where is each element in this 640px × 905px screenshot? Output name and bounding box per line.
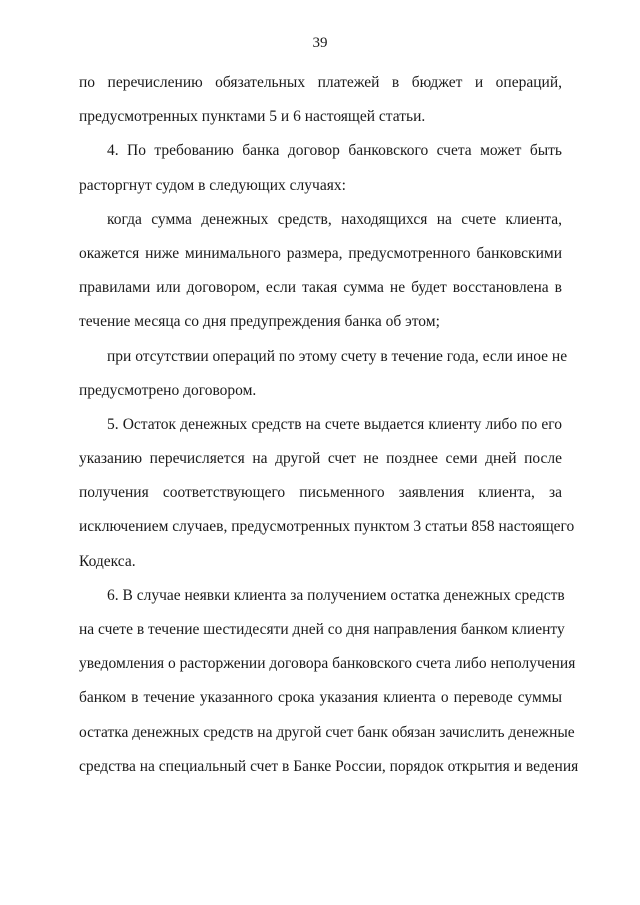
text-line: при отсутствии операций по этому счету в течение года, если иное не — [107, 347, 568, 365]
text-line: банком в течение указанного срока указания клиента о переводе суммы — [79, 689, 562, 707]
text-line: когда сумма денежных средств, находящихся на счете клиента, — [107, 210, 562, 228]
text-line: правилами или договором, если такая сумма не будет восстановлена в — [79, 279, 562, 297]
text-line: 4. По требованию банка договор банковского счета может быть — [107, 142, 562, 160]
text-line: получения соответствующего письменного заявления клиента, за — [79, 484, 562, 502]
page-number: 39 — [312, 35, 328, 51]
document-body — [79, 66, 579, 784]
text-line: по перечислению обязательных платежей в бюджет и операций, — [79, 74, 562, 91]
text-line: средства на специальный счет в Банке России, порядок открытия и ведения — [79, 757, 579, 775]
text-line: указанию перечисляется на другой счет не позднее семи дней после — [79, 450, 562, 468]
text-line: Кодекса. — [79, 552, 136, 570]
text-line: расторгнут судом в следующих случаях: — [79, 176, 346, 194]
text-line: 5. Остаток денежных средств на счете выдается клиенту либо по его — [107, 415, 562, 433]
text-line: предусмотрено договором. — [79, 381, 257, 399]
text-line: на счете в течение шестидесяти дней со дня направления банком клиенту — [79, 621, 565, 638]
text-line: остатка денежных средств на другой счет банк обязан зачислить денежные — [79, 723, 575, 741]
text-line: течение месяца со дня предупреждения банка об этом; — [79, 313, 440, 331]
text-line: предусмотренных пунктами 5 и 6 настоящей статьи. — [79, 108, 426, 126]
text-line: уведомления о расторжении договора банковского счета либо неполучения — [79, 655, 576, 673]
text-line: исключением случаев, предусмотренных пунктом 3 статьи 858 настоящего — [79, 518, 575, 536]
text-line: 6. В случае неявки клиента за получением остатка денежных средств — [107, 586, 565, 604]
text-line: окажется ниже минимального размера, предусмотренного банковскими — [79, 244, 562, 262]
